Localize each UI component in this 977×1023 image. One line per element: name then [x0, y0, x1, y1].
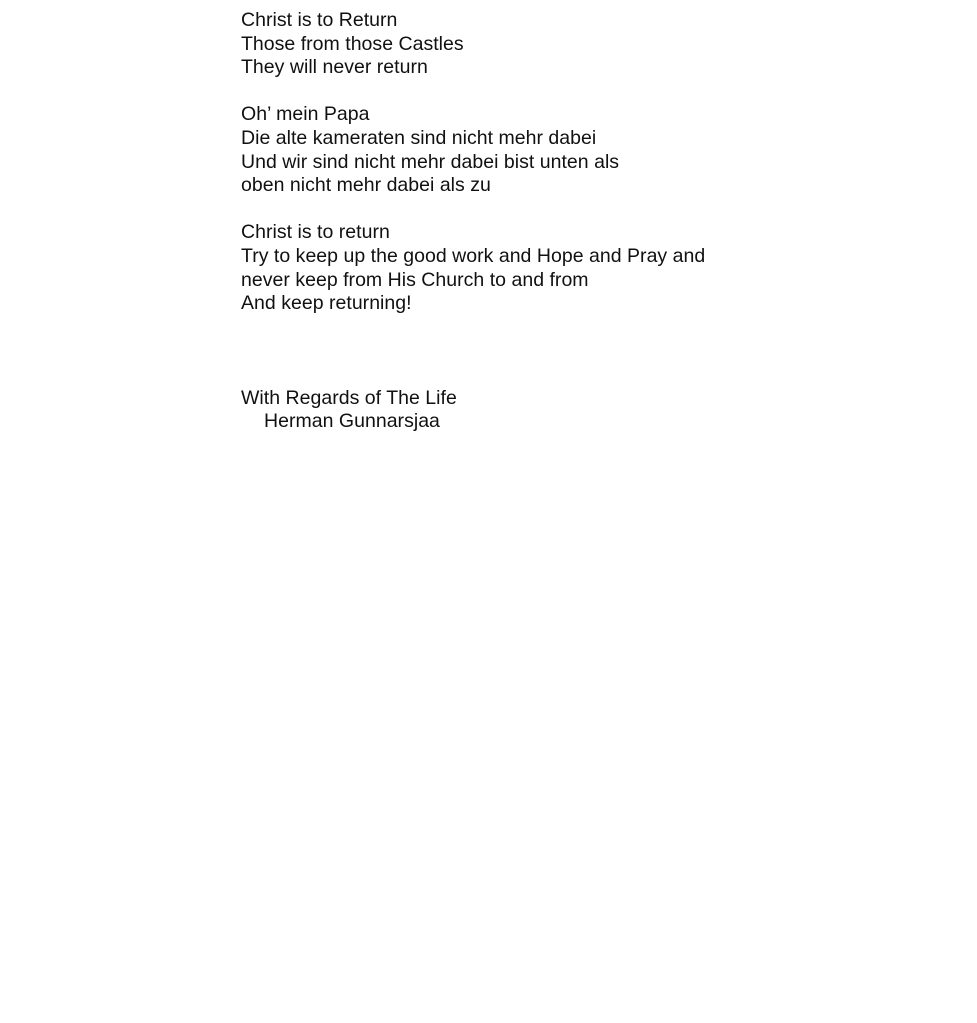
text-line: oben nicht mehr dabei als zu	[241, 174, 491, 197]
closing	[241, 387, 941, 434]
text-line: Try to keep up the good work and Hope and Pray and	[241, 244, 706, 267]
text-line: And keep returning!	[241, 292, 412, 315]
stanza-2	[241, 103, 941, 197]
poem-text	[241, 9, 941, 434]
text-line: They will never return	[241, 56, 428, 79]
text-line: never keep from His Church to and from	[241, 268, 589, 291]
stanza-spacer	[241, 80, 941, 104]
text-line: Those from those Castles	[241, 32, 464, 55]
stanza-1	[241, 9, 941, 80]
text-line: Die alte kameraten sind nicht mehr dabei	[241, 126, 597, 149]
stanza-spacer	[241, 198, 941, 222]
regards-line: With Regards of The Life	[241, 386, 457, 409]
closing-spacer	[241, 316, 941, 387]
text-line: Und wir sind nicht mehr dabei bist unten als	[241, 150, 620, 173]
text-line: Oh’ mein Papa	[241, 103, 370, 126]
stanza-3	[241, 221, 941, 315]
signature-name: Herman Gunnarsjaa	[264, 410, 440, 433]
text-line: Christ is to return	[241, 221, 390, 244]
text-line: Christ is to Return	[241, 9, 398, 31]
